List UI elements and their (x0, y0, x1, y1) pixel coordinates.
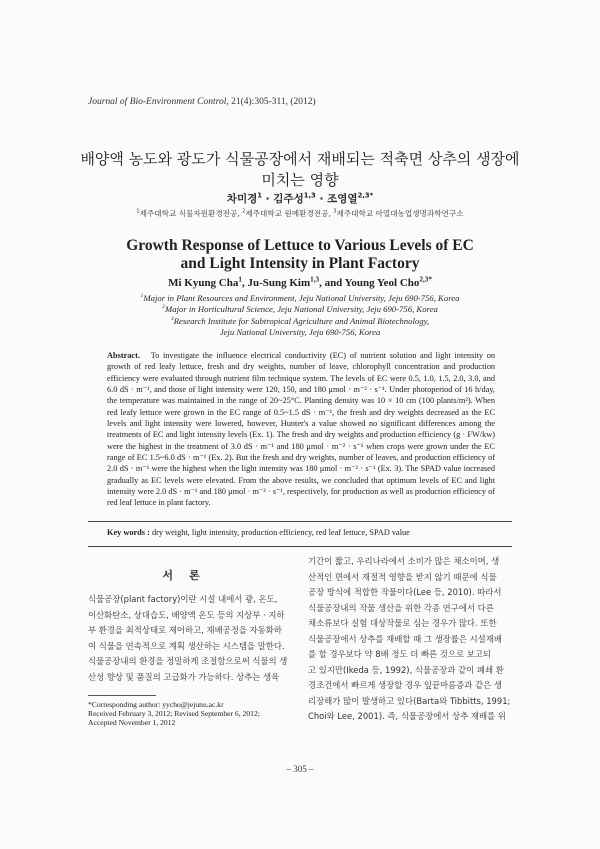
korean-title-line-2: 미치는 영향 (261, 171, 339, 189)
intro-text-line: 식물공장내의 환경을 정밀하게 조절함으로써 식물의 생 (88, 656, 288, 666)
page-number: – 305 – (286, 764, 314, 774)
keywords-label: Key words : (107, 528, 150, 537)
korean-author-2: 김주성 (273, 193, 304, 205)
intro-text-line: 리장해가 많이 발생하고 있다(Barta와 Tibbitts, 1991; (308, 695, 511, 706)
english-affiliation-3 (60, 316, 540, 327)
received-dates: Received February 3, 2012; Revised September 6, 2012; (88, 709, 260, 719)
corresponding-author: *Corresponding author: yycho@jejunu.ac.kr (88, 700, 224, 709)
keywords-text: dry weight, light intensity, production efficiency, red leaf lettuce, SPAD value (149, 528, 410, 537)
english-affiliation-4: Jeju National University, Jeju 690-756, Korea (219, 326, 381, 337)
footnote (88, 700, 298, 728)
intro-text-line: 산적인 면에서 재절적 영향을 받지 않기 때문에 식물 (308, 571, 497, 582)
intro-text-line: 이산화탄소, 상대습도, 배양액 온도 등의 지상부 · 지하 (88, 609, 285, 620)
english-author-1-sup: 1 (238, 275, 242, 284)
intro-text-line: 여 식물을 연속적으로 계획 생산하는 시스템을 말한다. (88, 640, 285, 651)
affiliation-marker: 2 (242, 208, 246, 215)
intro-text-line: 공장 방식에 적합한 작물이다(Lee 등, 2010). 따라서 (308, 587, 502, 597)
intro-text-line: 부 환경을 최적상태로 제어하고, 재배공정을 자동화하 (88, 625, 282, 635)
english-author-2: , Ju-Sung Kim (241, 277, 311, 289)
journal-citation (88, 97, 316, 107)
abstract-label: Abstract. (107, 351, 140, 360)
english-affiliation-text: Major in Plant Resources and Environment, Jeju National University, Jeju 690-756, Korea (143, 293, 460, 303)
abstract-text: To investigate the influence electrical conductivity (EC) of nutrient solution and light intensity on growth of red leafy lettuce, fresh and dry weights, number of leave, chlorophyll concentration and production efficiency were evaluated through nutrient film technique system. The levels of EC were 0.5, 1.0, 1.5, 2.0, 3.0, and 6.0 dS · m⁻¹, and those of light intensity were 120, 150, and 180 μmol · m⁻² · s⁻¹. Under photoperiod of 16 h/day, the temperature was maintained in the range of 20~25°C. Planting density was 10 × 10 cm (100 plants/m²). When red leafy lettuce were grown in the EC range of 0.5~1.5 dS · m⁻¹, the fresh and dry weights decreased as the EC levels and light intensity were lowered, however, Hunter's a value showed no significant differences among the treatments of EC and light intensity levels (Ex. 1). The fresh and dry weights and production efficiency (g · FW/kw) were the highest in the treatment of 3.0 dS · m⁻¹ and 180 μmol · m⁻² · s⁻¹ when crops were grown under the EC range of EC 1.5~6.0 dS · m⁻¹ (Ex. 2). But the fresh and dry weights, number of leaves, and production efficiency of 2.0 dS · m⁻¹ were the highest when the light intensity was 180 μmol · m⁻² · s⁻¹ (Ex. 3). The SPAD value increased gradually as EC levels were elevated. From the above results, we concluded that optimum levels of EC and light intensity were 2.0 dS · m⁻¹ and 180 μmol · m⁻² · s⁻¹, respectively, for production as well as production efficiency of red leaf lettuce in plant factory. (107, 351, 495, 508)
intro-text-line: 고 있지만(Ikeda 등, 1992), 식물공장과 같이 폐쇄 환 (308, 664, 504, 675)
korean-affiliation-1: 제주대학교 식물자원환경전공, (139, 209, 243, 218)
korean-author-2-sup: 1,3 (303, 191, 316, 200)
english-title (60, 237, 540, 273)
affiliation-marker: 3 (333, 208, 337, 215)
accepted-date: Accepted November 1, 2012 (88, 718, 176, 728)
korean-title (60, 149, 540, 191)
intro-left-column (88, 592, 290, 685)
english-author-1: Mi Kyung Cha (168, 277, 239, 289)
intro-text-line: 채소류보다 실험 대상작물로 심는 경우가 많다. 또한 (308, 618, 497, 628)
korean-affiliation-2: 제주대학교 원예환경전공, (245, 209, 334, 218)
english-title-line-1: Growth Response of Lettuce to Various Levels of EC (126, 237, 474, 254)
english-authors (60, 277, 540, 289)
english-affiliation-1 (60, 293, 540, 304)
intro-text-line: 식물공장에서 상추를 재배할 때 그 생장률은 시설재배 (308, 633, 502, 644)
english-author-2-sup: 1,3 (310, 275, 320, 284)
korean-author-separator: · (315, 193, 328, 205)
abstract (107, 350, 495, 509)
affiliation-marker: 3 (170, 315, 174, 322)
korean-author-separator: · (261, 193, 274, 205)
footnote-rule (88, 695, 156, 696)
intro-text-line: 를 할 경우보다 약 8배 정도 더 빠른 것으로 보고되 (308, 649, 492, 659)
journal-name: Journal of Bio-Environment Control (88, 97, 227, 107)
divider (88, 521, 512, 522)
english-affiliation-text: Major in Horticultural Science, Jeju National University, Jeju 690-756, Korea (165, 304, 438, 315)
affiliation-marker: 1 (140, 293, 144, 300)
english-affiliations (60, 293, 540, 338)
affiliation-marker: 2 (162, 304, 165, 311)
korean-author-1-sup: 1 (257, 191, 262, 200)
english-author-3-sup: 2,3* (419, 275, 432, 284)
divider (88, 546, 512, 547)
intro-text-line: 경조건에서 빠르게 생장할 경우 잎끝마름증과 같은 생 (308, 680, 502, 690)
english-affiliation-text: Research Institute for Subtropical Agriculture and Animal Biotechnology, (173, 315, 430, 326)
korean-authors (60, 191, 540, 206)
korean-affiliation-3: 제주대학교 아열대농업생명과학연구소 (336, 209, 464, 218)
korean-author-1: 차미경 (226, 193, 258, 205)
korean-title-line-1: 배양액 농도와 광도가 식물공장에서 재배되는 적축면 상추의 생장에 (80, 150, 520, 168)
intro-text-line: 식물공장(plant factory)이란 시설 내에서 광, 온도, (88, 594, 278, 604)
english-affiliation-2 (60, 304, 540, 315)
korean-affiliations (50, 208, 550, 219)
section-title-introduction: 서론 (162, 569, 216, 582)
intro-right-column (308, 554, 512, 725)
english-title-line-2: and Light Intensity in Plant Factory (180, 255, 420, 272)
korean-author-3: 조영열 (327, 193, 358, 205)
intro-text-line: 기간이 짧고, 우리나라에서 소비가 많은 채소이며, 생 (308, 556, 500, 566)
journal-issue: , 21(4):305-311, (2012) (226, 97, 316, 107)
intro-text-line: 식물공장내의 작물 생산을 위한 각종 연구에서 다른 (308, 602, 494, 613)
intro-text-line: Choi와 Lee, 2001). 즉, 식물공장에서 상추 재배를 위 (308, 711, 506, 721)
keywords (107, 528, 497, 537)
intro-text-line: 산성 향상 및 품질의 고급화가 가능하다. 상추는 생육 (88, 671, 280, 682)
affiliation-marker: 1 (136, 208, 140, 215)
korean-author-3-sup: 2,3* (357, 191, 374, 200)
english-author-3: , and Young Yeol Cho (319, 277, 420, 289)
